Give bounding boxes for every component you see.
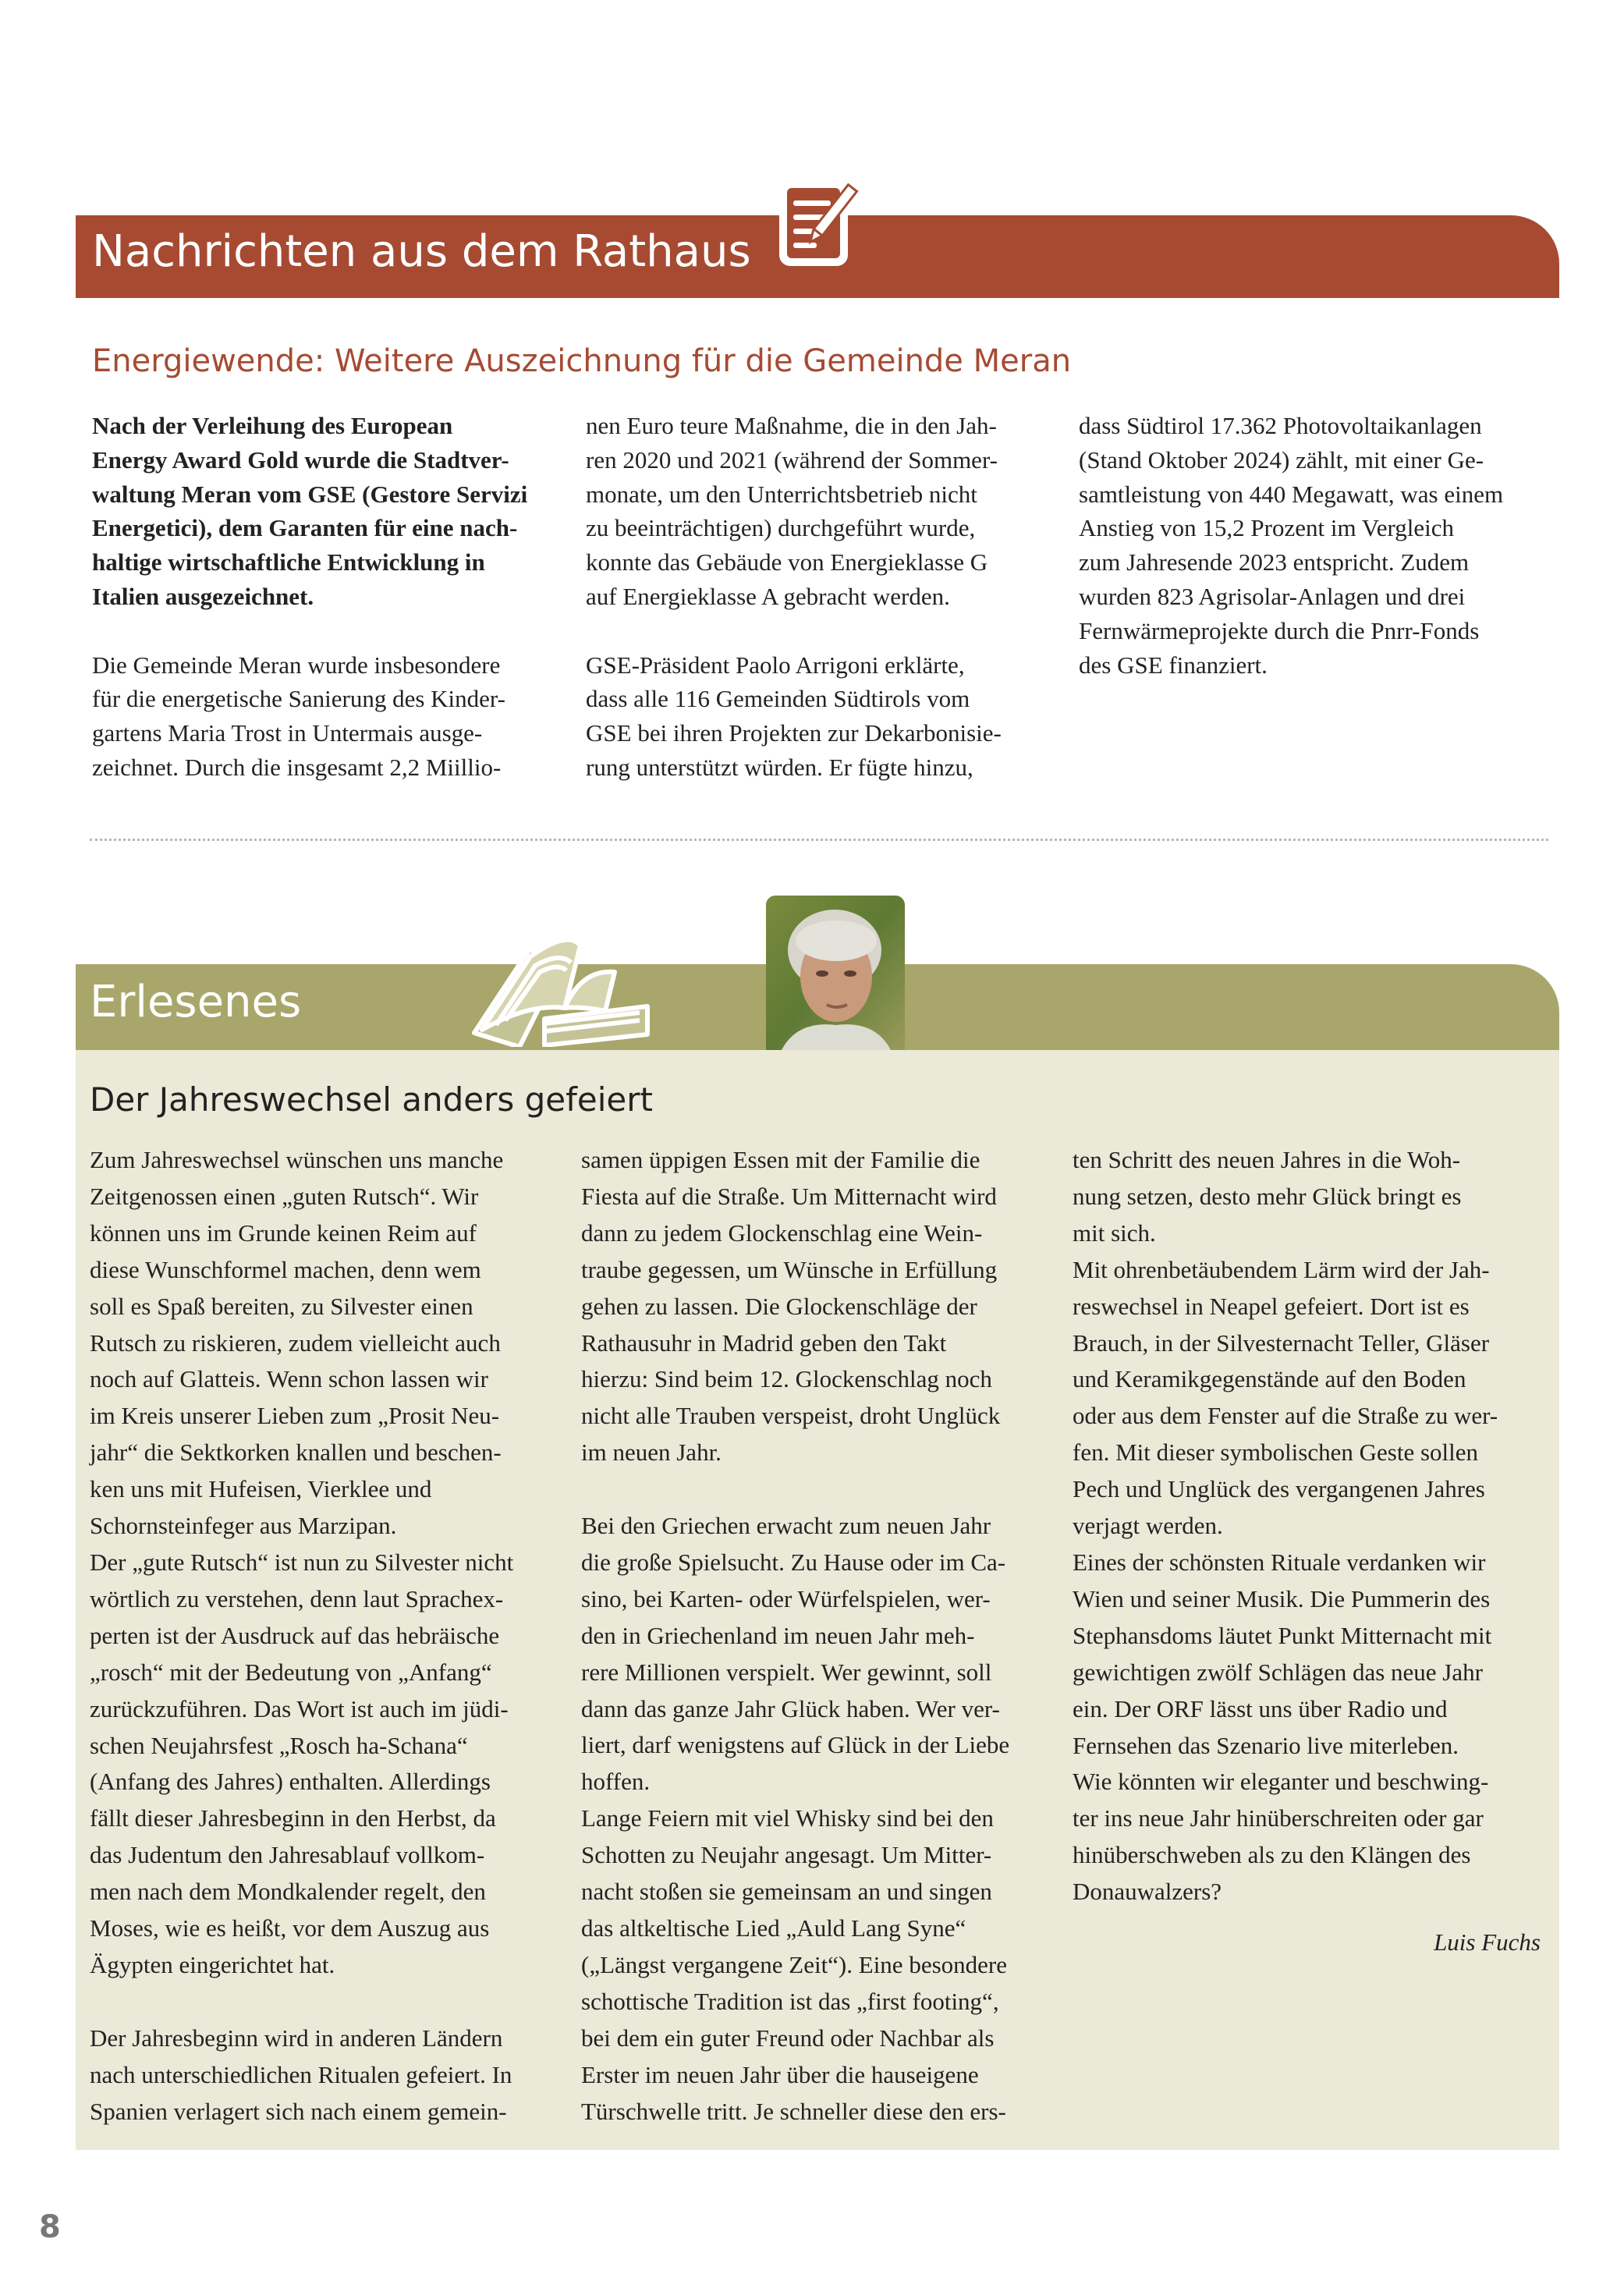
text-line: gehen zu lassen. Die Glockenschläge der — [581, 1292, 977, 1320]
text-line: sino, bei Karten- oder Würfelspielen, wer- — [581, 1584, 991, 1612]
text-line: waltung Meran vom GSE (Gestore Servizi — [92, 480, 528, 508]
text-line: monate, um den Unterrichtsbetrieb nicht — [586, 480, 977, 508]
text-line: Die Gemeinde Meran wurde insbesondere — [92, 651, 501, 679]
text-line: ter ins neue Jahr hinüberschreiten oder gar — [1073, 1804, 1484, 1832]
text-line: Fernsehen das Szenario live miterleben. — [1073, 1731, 1459, 1759]
text-line: Bei den Griechen erwacht zum neuen Jahr — [581, 1512, 991, 1540]
text-line: Erster im neuen Jahr über die hauseigene — [581, 2060, 979, 2088]
text-line: bei dem ein guter Freund oder Nachbar als — [581, 2024, 995, 2052]
text-line: und Keramikgegenstände auf den Boden — [1073, 1365, 1466, 1393]
text-line: schottische Tradition ist das „first footing“, — [581, 1987, 999, 2015]
text-line: diese Wunschformel machen, denn wem — [90, 1255, 481, 1283]
text-line: zeichnet. Durch die insgesamt 2,2 Miillio- — [92, 753, 502, 781]
erlesenes-column-1 — [90, 1142, 573, 2130]
text-line: hoffen. — [581, 1768, 651, 1796]
text-line: hierzu: Sind beim 12. Glockenschlag noch — [581, 1365, 992, 1393]
open-book-icon — [427, 922, 654, 1047]
text-line: im Kreis unserer Lieben zum „Prosit Neu- — [90, 1402, 500, 1430]
erlesenes-column-2 — [581, 1142, 1065, 2130]
text-line: zu beeinträchtigen) durchgeführt wurde, — [586, 514, 976, 542]
text-line: oder aus dem Fenster auf die Straße zu wer- — [1073, 1402, 1498, 1430]
text-line: samtleistung von 440 Megawatt, was einem — [1079, 480, 1504, 508]
text-line: Lange Feiern mit viel Whisky sind bei den — [581, 1804, 994, 1832]
text-line: Spanien verlagert sich nach einem gemein- — [90, 2097, 507, 2125]
text-line: noch auf Glatteis. Wenn schon lassen wir — [90, 1365, 488, 1393]
text-line: Ägypten eingerichtet hat. — [90, 1950, 335, 1978]
text-line: Wien und seiner Musik. Die Pummerin des — [1073, 1584, 1491, 1612]
erlesenes-column-3 — [1073, 1142, 1556, 1961]
text-line: wurden 823 Agrisolar-Anlagen und drei — [1079, 582, 1466, 610]
text-line: Wie könnten wir eleganter und beschwing- — [1073, 1768, 1489, 1796]
text-line: „rosch“ mit der Bedeutung von „Anfang“ — [90, 1658, 492, 1686]
text-line: Schotten zu Neujahr angesagt. Um Mitter- — [581, 1841, 992, 1869]
author-portrait — [766, 896, 905, 1050]
text-line: men nach dem Mondkalender regelt, den — [90, 1878, 486, 1906]
text-line: Fiesta auf die Straße. Um Mitternacht wird — [581, 1182, 997, 1210]
text-line: Nach der Verleihung des European — [92, 412, 453, 439]
text-line: Donauwalzers? — [1073, 1878, 1222, 1906]
text-line: nen Euro teure Maßnahme, die in den Jah- — [586, 412, 997, 439]
text-line: Mit ohrenbetäubendem Lärm wird der Jah- — [1073, 1255, 1490, 1283]
page-number: 8 — [39, 2209, 61, 2245]
text-line: schen Neujahrsfest „Rosch ha-Schana“ — [90, 1731, 468, 1759]
text-line: (Anfang des Jahres) enthalten. Allerdings — [90, 1768, 491, 1796]
text-line: mit sich. — [1073, 1219, 1156, 1247]
text-line: dann das ganze Jahr Glück haben. Wer ver- — [581, 1694, 1000, 1722]
text-line: den in Griechenland im neuen Jahr meh- — [581, 1621, 975, 1649]
text-line: Schornsteinfeger aus Marzipan. — [90, 1512, 397, 1540]
text-line: GSE bei ihren Projekten zur Dekarbonisie- — [586, 719, 1002, 747]
text-line: reswechsel in Neapel gefeiert. Dort ist es — [1073, 1292, 1470, 1320]
erlesenes-section-title: Erlesenes — [90, 977, 302, 1027]
text-line: Anstieg von 15,2 Prozent im Vergleich — [1079, 514, 1455, 542]
text-line: das altkeltische Lied „Auld Lang Syne“ — [581, 1914, 966, 1942]
text-line: dann zu jedem Glockenschlag eine Wein- — [581, 1219, 983, 1247]
erlesenes-article-headline: Der Jahreswechsel anders gefeiert — [90, 1080, 653, 1119]
text-line: nacht stoßen sie gemeinsam an und singen — [581, 1878, 992, 1906]
author-signature: Luis Fuchs — [1434, 1928, 1541, 1956]
rathaus-section-title: Nachrichten aus dem Rathaus — [92, 226, 751, 277]
text-line: (Stand Oktober 2024) zählt, mit einer Ge- — [1079, 445, 1484, 474]
text-line: dass Südtirol 17.362 Photovoltaikanlagen — [1079, 412, 1482, 439]
text-line: des GSE finanziert. — [1079, 651, 1268, 679]
text-line: Stephansdoms läutet Punkt Mitternacht mit — [1073, 1621, 1492, 1649]
text-line: haltige wirtschaftliche Entwicklung in — [92, 548, 485, 576]
text-line: können uns im Grunde keinen Reim auf — [90, 1219, 477, 1247]
text-line: zum Jahresende 2023 entspricht. Zudem — [1079, 548, 1470, 576]
text-line: Fernwärmeprojekte durch die Pnrr-Fonds — [1079, 616, 1480, 644]
text-line: perten ist der Ausdruck auf das hebräische — [90, 1621, 500, 1649]
text-line: traube gegessen, um Wünsche in Erfüllung — [581, 1255, 998, 1283]
text-line: Brauch, in der Silvesternacht Teller, Gläser — [1073, 1329, 1490, 1357]
text-line: das Judentum den Jahresablauf vollkom- — [90, 1841, 485, 1869]
text-line: Eines der schönsten Rituale verdanken wir — [1073, 1548, 1486, 1576]
text-line: gewichtigen zwölf Schlägen das neue Jahr — [1073, 1658, 1483, 1686]
text-line: Pech und Unglück des vergangenen Jahres — [1073, 1475, 1485, 1503]
text-line: Energetici), dem Garanten für eine nach- — [92, 514, 518, 542]
text-line: ken uns mit Hufeisen, Vierklee und — [90, 1475, 432, 1503]
text-line: wörtlich zu verstehen, denn laut Sprachex- — [90, 1584, 504, 1612]
text-line: ein. Der ORF lässt uns über Radio und — [1073, 1694, 1448, 1722]
section-divider — [90, 839, 1548, 841]
text-line: samen üppigen Essen mit der Familie die — [581, 1146, 980, 1173]
text-line: nung setzen, desto mehr Glück bringt es — [1073, 1182, 1462, 1210]
text-line: GSE-Präsident Paolo Arrigoni erklärte, — [586, 651, 965, 679]
notepad-pencil-icon — [768, 160, 885, 277]
text-line: hinüberschweben als zu den Klängen des — [1073, 1841, 1471, 1869]
text-line: („Längst vergangene Zeit“). Eine besondere — [581, 1950, 1007, 1978]
text-line: auf Energieklasse A gebracht werden. — [586, 582, 950, 610]
text-line: die große Spielsucht. Zu Hause oder im Ca- — [581, 1548, 1006, 1576]
rathaus-column-2 — [586, 409, 1069, 785]
text-line: Moses, wie es heißt, vor dem Auszug aus — [90, 1914, 490, 1942]
text-line: nach unterschiedlichen Ritualen gefeiert. In — [90, 2060, 512, 2088]
text-line: Energy Award Gold wurde die Stadtver- — [92, 445, 509, 474]
text-line: Italien ausgezeichnet. — [92, 582, 314, 610]
text-line: jahr“ die Sektkorken knallen und beschen- — [90, 1438, 502, 1467]
text-line: Türschwelle tritt. Je schneller diese den ers- — [581, 2097, 1006, 2125]
text-line: konnte das Gebäude von Energieklasse G — [586, 548, 988, 576]
text-line: Rathausuhr in Madrid geben den Takt — [581, 1329, 947, 1357]
text-line: fällt dieser Jahresbeginn in den Herbst, da — [90, 1804, 496, 1832]
text-line: Zum Jahreswechsel wünschen uns manche — [90, 1146, 504, 1173]
text-line: Der Jahresbeginn wird in anderen Ländern — [90, 2024, 503, 2052]
text-line: fen. Mit dieser symbolischen Geste sollen — [1073, 1438, 1479, 1467]
text-line: rung unterstützt würden. Er fügte hinzu, — [586, 753, 973, 781]
text-line: liert, darf wenigstens auf Glück in der Liebe — [581, 1731, 1010, 1759]
rathaus-article-headline: Energiewende: Weitere Auszeichnung für die Gemeinde Meran — [92, 343, 1072, 379]
text-line: dass alle 116 Gemeinden Südtirols vom — [586, 685, 970, 713]
text-line: im neuen Jahr. — [581, 1438, 722, 1467]
text-line: nicht alle Trauben verspeist, droht Unglück — [581, 1402, 1001, 1430]
text-line: soll es Spaß bereiten, zu Silvester einen — [90, 1292, 473, 1320]
text-line: Der „gute Rutsch“ ist nun zu Silvester nicht — [90, 1548, 514, 1576]
text-line: verjagt werden. — [1073, 1512, 1223, 1540]
text-line: Zeitgenossen einen „guten Rutsch“. Wir — [90, 1182, 479, 1210]
text-line: zurückzuführen. Das Wort ist auch im jüdi- — [90, 1694, 509, 1722]
text-line: Rutsch zu riskieren, zudem vielleicht auch — [90, 1329, 501, 1357]
rathaus-column-1 — [92, 409, 560, 785]
rathaus-column-3 — [1079, 409, 1562, 682]
text-line: ten Schritt des neuen Jahres in die Woh- — [1073, 1146, 1461, 1173]
text-line: rere Millionen verspielt. Wer gewinnt, soll — [581, 1658, 992, 1686]
text-line: ren 2020 und 2021 (während der Sommer- — [586, 445, 998, 474]
text-line: für die energetische Sanierung des Kinder- — [92, 685, 505, 713]
text-line: gartens Maria Trost in Untermais ausge- — [92, 719, 483, 747]
